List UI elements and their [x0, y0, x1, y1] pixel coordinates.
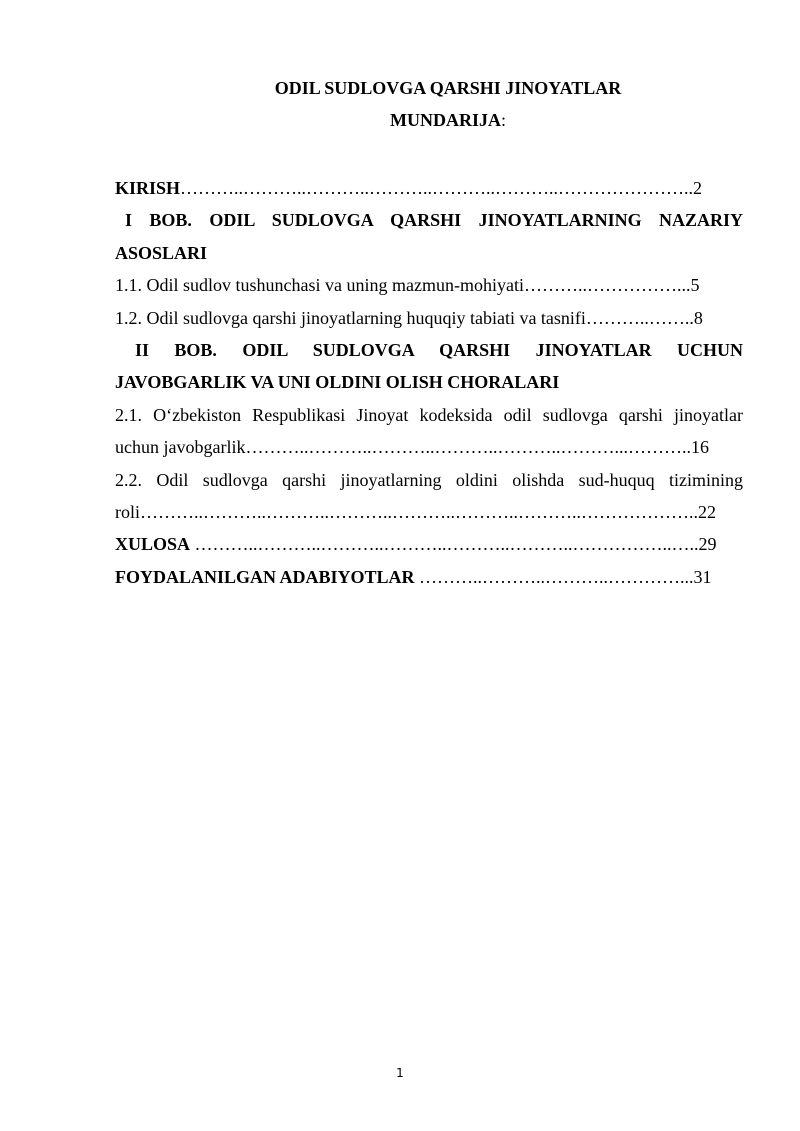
toc-entry-2-2: 2.2. Odil sudlovga qarshi jinoyatlarning oldini olishda sud-huquq tizimining	[115, 469, 743, 490]
toc-chapter-2-title: II BOB. ODIL SUDLOVGA QARSHI JINOYATLAR UCHUN	[135, 340, 743, 361]
toc-kirish-leader: ………..………..………..………..………..………..…………………..2	[180, 178, 703, 198]
table-of-contents	[115, 172, 743, 593]
toc-entry-1-1: 1.1. Odil sudlov tushunchasi va uning mazmun-mohiyati………..……………...5	[115, 275, 700, 296]
toc-kirish-label: KIRISH	[115, 178, 181, 198]
page-number: 1	[396, 1066, 404, 1080]
toc-adabiyotlar-leader: ………..………..………..…………...31	[414, 566, 712, 587]
toc-entry-2-1: 2.1. O‘zbekiston Respublikasi Jinoyat kodeksida odil sudlovga qarshi jinoyatlar	[115, 404, 743, 425]
contents-heading-text: MUNDARIJA	[389, 110, 501, 130]
toc-chapter-1-title-continued: ASOSLARI	[115, 242, 208, 263]
toc-xulosa-label: XULOSA	[115, 534, 191, 555]
toc-entry-adabiyotlar	[115, 561, 743, 593]
toc-entry-kirish	[115, 172, 743, 204]
toc-chapter-2-title-continued: JAVOBGARLIK VA UNI OLDINI OLISH CHORALARI	[115, 372, 560, 393]
toc-chapter-1-title: I BOB. ODIL SUDLOVGA QARSHI JINOYATLARNING NAZARIY	[125, 210, 743, 231]
toc-entry-1-2: 1.2. Odil sudlovga qarshi jinoyatlarning huquqiy tabiati va tasnifi………..……..8	[115, 307, 703, 328]
toc-xulosa-leader: ………..………..………..………..………..………..……………..…..29	[190, 534, 717, 555]
contents-heading	[0, 109, 800, 131]
toc-adabiyotlar-label: FOYDALANILGAN ADABIYOTLAR	[115, 566, 415, 587]
toc-entry-2-1-continued: uchun javobgarlik………..………..………..………..………..………...………..16	[115, 437, 709, 458]
toc-entry-2-2-continued: roli………..………..………..………..………..………..………..………………..22	[115, 502, 716, 523]
toc-entry-xulosa	[115, 528, 743, 560]
contents-heading-colon: :	[500, 110, 506, 130]
document-title: ODIL SUDLOVGA QARSHI JINOYATLAR	[274, 78, 622, 98]
